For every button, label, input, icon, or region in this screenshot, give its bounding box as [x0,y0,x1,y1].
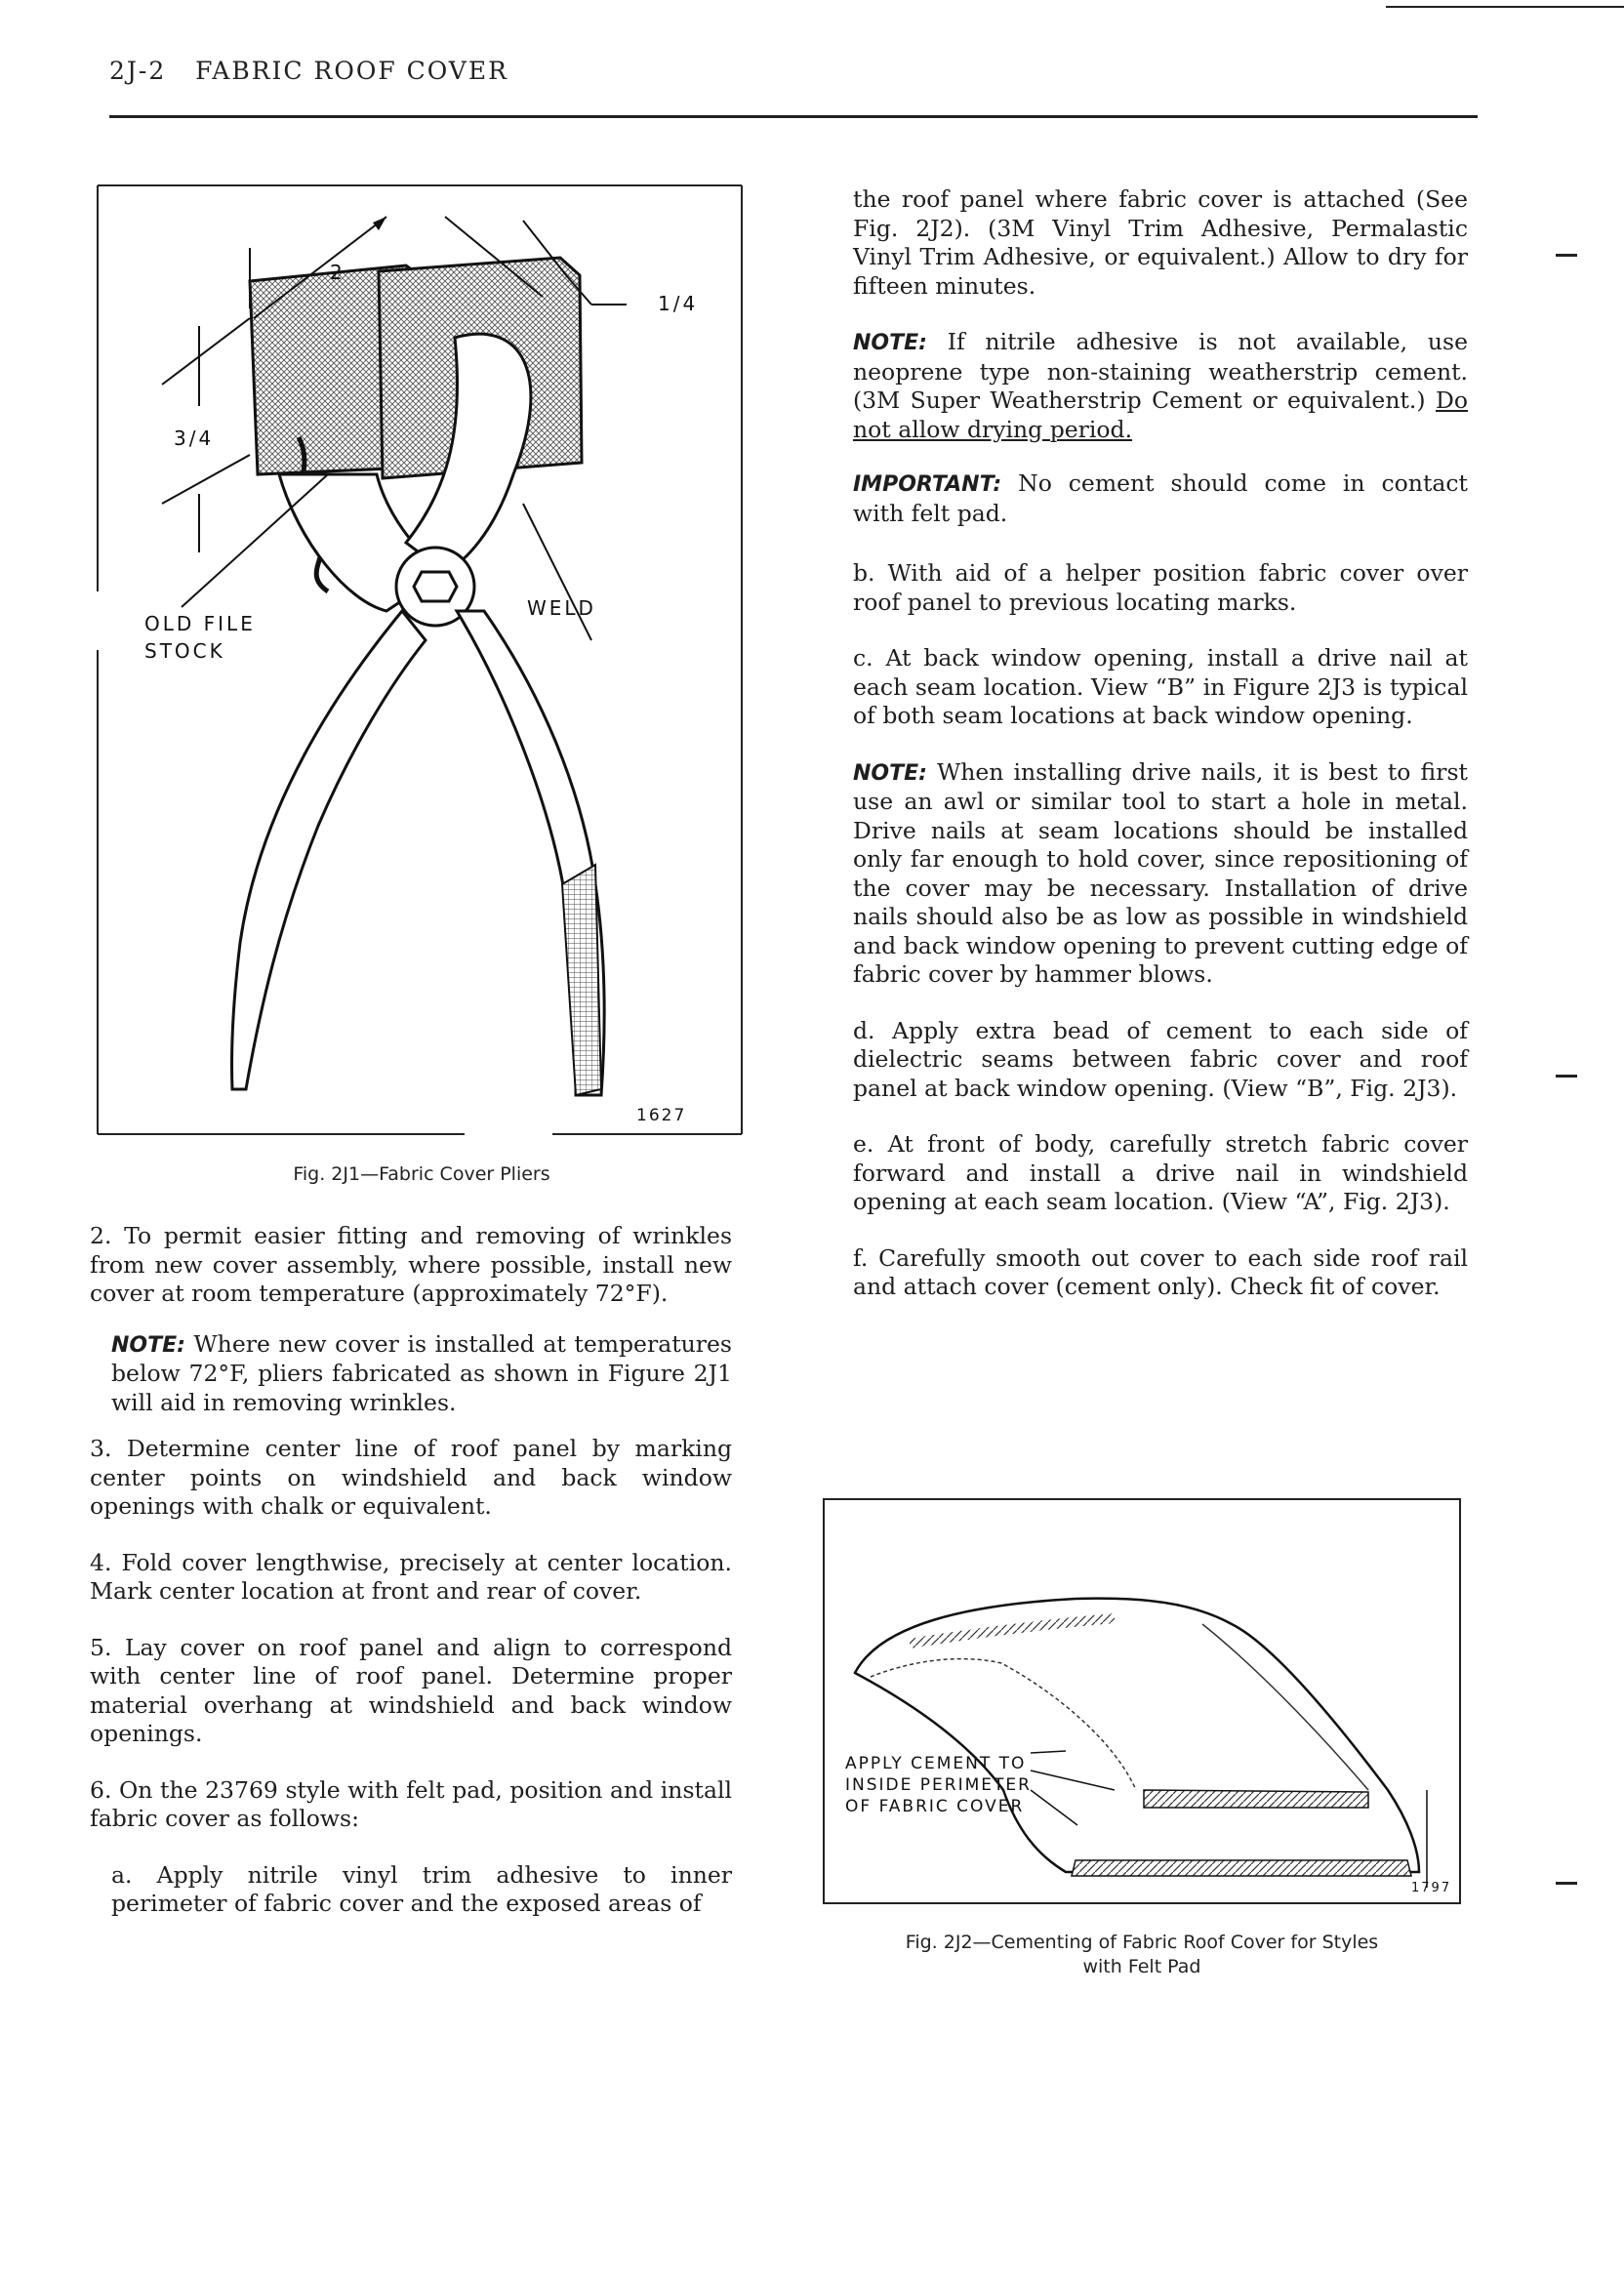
left-column [90,1222,732,1919]
dimension-three-quarter-label: 3/4 [174,427,215,450]
figure1-caption: Fig. 2J1—Fabric Cover Pliers [293,1163,550,1185]
figure-number: 1627 [636,1106,687,1125]
important-text: No cement should come in contact with felt pad. [853,469,1468,527]
note-label: NOTE: [853,331,927,355]
step-5: 5. Lay cover on roof panel and align to correspond with center line of roof panel. Determine proper material overhang at windshield and back window openings. [90,1633,732,1747]
figure-pliers [94,182,750,1136]
top-corner-rule [1386,6,1624,8]
page-code: 2J-2 [109,57,167,85]
margin-mark [1556,254,1577,257]
figure2-caption-line1: Fig. 2J2—Cementing of Fabric Roof Cover for Styles [905,1932,1379,1953]
cement-label-line2: INSIDE PERIMETER [845,1775,1032,1795]
pliers-illustration [94,182,750,1136]
dimension-2-label: 2 [330,261,345,284]
step-6e: e. At front of body, carefully stretch fabric cover forward and install a drive nail in windshield opening at each seam location. (View “A”, Fig. 2J3). [853,1130,1468,1215]
old-file-label: OLD FILE [144,612,256,635]
margin-mark [1556,1075,1577,1078]
step-4: 4. Fold cover lengthwise, precisely at center location. Mark center location at front and rear of cover. [90,1548,732,1605]
note-3 [853,758,1468,990]
dimension-quarter-label: 1/4 [658,292,699,315]
step-6b: b. With aid of a helper position fabric cover over roof panel to previous locating marks. [853,559,1468,616]
margin-mark [1556,1882,1577,1885]
figure2-caption-line2: with Felt Pad [1082,1956,1201,1977]
step-6d: d. Apply extra bead of cement to each side of dielectric seams between fabric cover and roof panel at back window opening. (View “B”, Fig. 2J3). [853,1016,1468,1102]
roof-cover-illustration [822,1497,1462,1905]
note-2 [853,328,1468,444]
right-column [853,185,1468,1302]
note-text: When installing drive nails, it is best to first use an awl or similar tool to start a hole in metal. Drive nails at seam locations should be installed only far enough to hold cover, since repositioning of the cover may be necessary. Installation of drive nails should also be as low as possible in windshield and back window opening to prevent cutting edge of fabric cover by hammer blows. [853,757,1468,988]
step-3: 3. Determine center line of roof panel by marking center points on windshield and back window openings with chalk or equivalent. [90,1435,732,1520]
note-text: Where new cover is installed at temperatures below 72°F, pliers fabricated as shown in Figure 2J1 will aid in removing wrinkles. [111,1329,732,1416]
important-note [853,469,1468,528]
step-2: 2. To permit easier fitting and removing of wrinkles from new cover assembly, where possible, install new cover at room temperature (approximately 72°F). [90,1222,732,1307]
stock-label: STOCK [144,639,225,663]
section-title: FABRIC ROOF COVER [195,57,508,85]
note-text: If nitrile adhesive is not available, use neoprene type non-staining weatherstrip cement. (3M Super Weatherstrip Cement or equivalent.) [853,328,1468,414]
step-6c: c. At back window opening, install a drive nail at each seam location. View “B” in Figure 2J3 is typical of both seam locations at back window opening. [853,644,1468,729]
weld-label: WELD [527,596,596,620]
step-6a-continued: the roof panel where fabric cover is attached (See Fig. 2J2). (3M Vinyl Trim Adhesive, Permalastic Vinyl Trim Adhesive, or equivalent.) Allow to dry for fifteen minutes. [853,185,1468,300]
note-1 [90,1330,732,1418]
step-6: 6. On the 23769 style with felt pad, position and install fabric cover as follows: [90,1775,732,1832]
step-6a: a. Apply nitrile vinyl trim adhesive to inner perimeter of fabric cover and the exposed areas of [111,1860,732,1917]
header-rule [109,115,1478,118]
figure2-caption [822,1931,1462,1979]
cement-label-line1: APPLY CEMENT TO [845,1754,1027,1773]
important-label: IMPORTANT: [853,472,1002,497]
note-underlined-text: Do not allow drying period. [853,387,1468,443]
figure-number: 1797 [1411,1881,1452,1895]
note-label: NOTE: [111,1332,185,1358]
step-6f: f. Carefully smooth out cover to each side roof rail and attach cover (cement only). Check fit of cover. [853,1243,1468,1300]
cement-label-line3: OF FABRIC COVER [845,1797,1025,1816]
figure-roof-cover [822,1497,1462,1905]
page-header [109,57,508,85]
note-label: NOTE: [853,760,927,786]
